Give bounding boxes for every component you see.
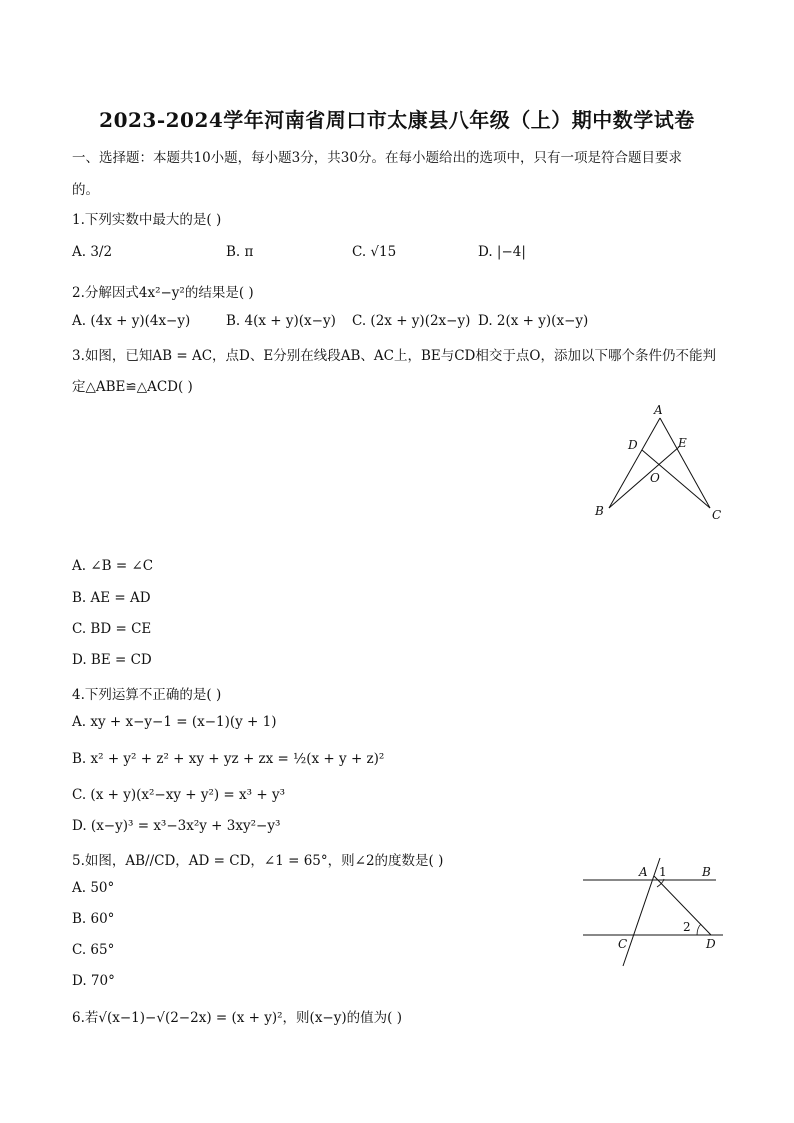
q5-label-d: D — [706, 937, 716, 951]
q5-stem: 5.如图，AB//CD，AD = CD，∠1 = 65°，则∠2的度数是( ) — [72, 853, 444, 869]
q5-label-b: B — [702, 865, 711, 879]
q3-label-b: B — [595, 504, 604, 518]
q2-option-b: B. 4(x + y)(x−y) — [226, 313, 336, 329]
q4-option-d: D. (x−y)³ = x³−3x²y + 3xy²−y³ — [72, 818, 281, 834]
q3-label-o: O — [650, 471, 660, 485]
q5-parallel-lines-figure — [578, 852, 728, 970]
q5-label-c: C — [618, 937, 628, 951]
page-title: 2023-2024学年河南省周口市太康县八年级（上）期中数学试卷 — [99, 108, 695, 132]
q3-segment-ac — [660, 418, 710, 508]
q2-option-d: D. 2(x + y)(x−y) — [478, 313, 589, 329]
q3-option-c: C. BD = CE — [72, 621, 152, 637]
q3-stem-line2: 定△ABE≌△ACD( ) — [72, 379, 193, 395]
q3-segment-ab — [609, 418, 660, 508]
q5-label-a: A — [639, 865, 648, 879]
q6-stem: 6.若√(x−1)−√(2−2x) = (x + y)²，则(x−y)的值为( ) — [72, 1010, 402, 1026]
q5-option-d: D. 70° — [72, 973, 115, 989]
section-heading-line1: 一、选择题：本题共10小题，每小题3分，共30分。在每小题给出的选项中，只有一项是符合题目要求 — [72, 150, 682, 166]
q4-option-b: B. x² + y² + z² + xy + yz + zx = ½(x + y + z)² — [72, 751, 385, 767]
q1-option-d: D. |−4| — [478, 244, 526, 260]
q3-label-e: E — [678, 436, 687, 450]
q3-stem-line1: 3.如图，已知AB = AC，点D、E分别在线段AB、AC上，BE与CD相交于点O，添加以下哪个条件仍不能判 — [72, 348, 716, 364]
q2-stem: 2.分解因式4x²−y²的结果是( ) — [72, 285, 254, 301]
q5-angle2-arc — [697, 924, 701, 935]
q3-option-d: D. BE = CD — [72, 652, 152, 668]
q3-label-c: C — [712, 508, 722, 522]
q3-label-a: A — [654, 403, 663, 417]
q4-option-c: C. (x + y)(x²−xy + y²) = x³ + y³ — [72, 787, 285, 803]
q5-label-2: 2 — [683, 920, 691, 934]
q5-option-c: C. 65° — [72, 942, 115, 958]
section-heading-line2: 的。 — [72, 182, 99, 198]
q1-option-a: A. 3/2 — [72, 244, 113, 260]
q4-option-a: A. xy + x−y−1 = (x−1)(y + 1) — [72, 714, 277, 730]
q1-stem: 1.下列实数中最大的是( ) — [72, 212, 222, 228]
q3-triangle-figure — [585, 400, 725, 525]
q3-option-a: A. ∠B = ∠C — [72, 558, 154, 574]
q3-segment-be — [609, 447, 679, 508]
q3-label-d: D — [628, 438, 638, 452]
q5-option-b: B. 60° — [72, 911, 115, 927]
q1-option-c: C. √15 — [352, 244, 397, 260]
q2-option-c: C. (2x + y)(2x−y) — [352, 313, 471, 329]
q3-option-b: B. AE = AD — [72, 590, 151, 606]
q1-option-b: B. π — [226, 244, 254, 260]
q5-option-a: A. 50° — [72, 880, 115, 896]
q5-label-1: 1 — [659, 865, 667, 879]
q4-stem: 4.下列运算不正确的是( ) — [72, 687, 222, 703]
q2-option-a: A. (4x + y)(4x−y) — [72, 313, 191, 329]
